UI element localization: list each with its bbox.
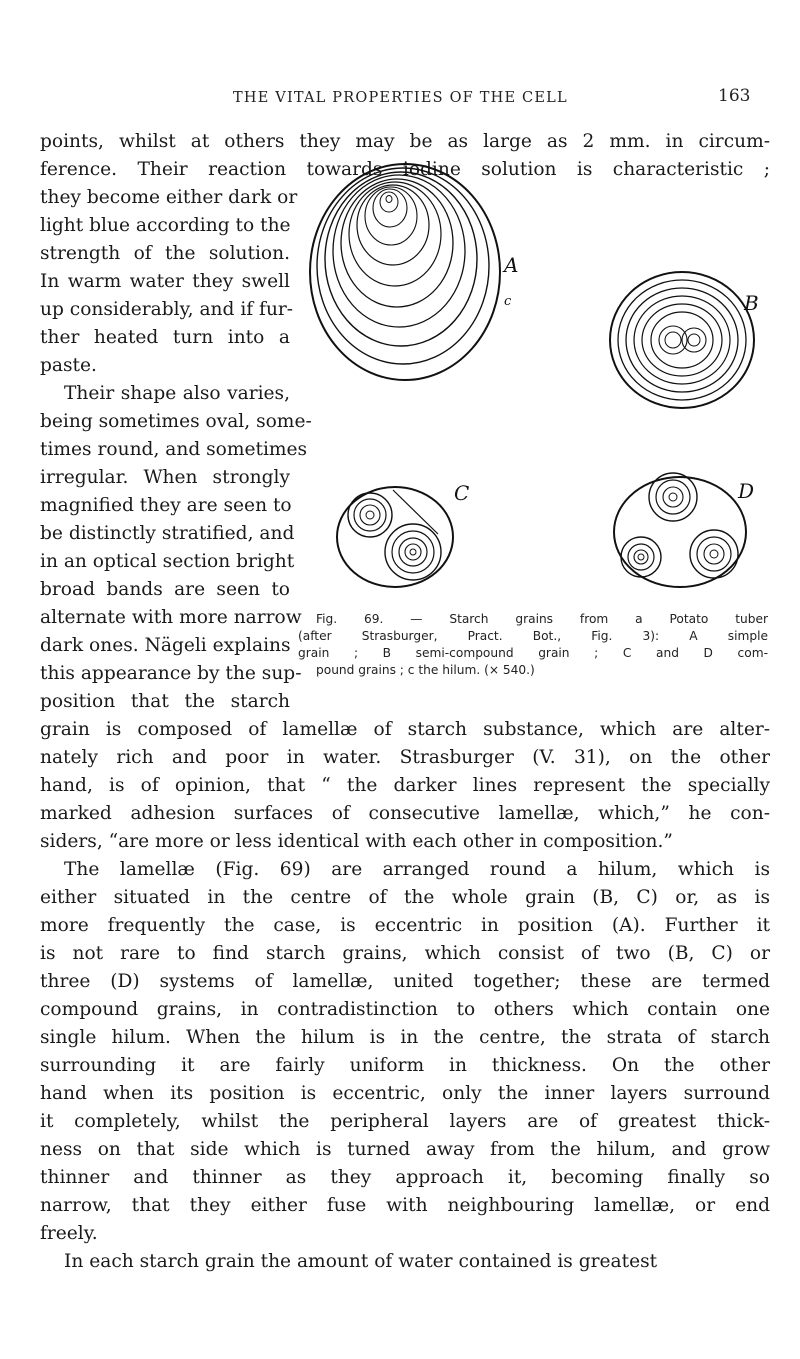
starch-grain-d bbox=[614, 473, 746, 587]
text-line: they become either dark or bbox=[40, 187, 298, 208]
text-line: position that the starch bbox=[40, 691, 290, 712]
text-line: compound grains, in contradistinction to others which contain one bbox=[40, 999, 770, 1020]
page-number: 163 bbox=[718, 86, 751, 106]
text-line: is not rare to find starch grains, which consist of two (B, C) or bbox=[40, 943, 770, 964]
text-line: points, whilst at others they may be as large as 2 mm. in circum- bbox=[40, 131, 770, 152]
label-d: D bbox=[738, 479, 755, 503]
figure-caption bbox=[298, 611, 768, 679]
text-line: it completely, whilst the peripheral layers are of greatest thick- bbox=[40, 1111, 770, 1132]
starch-grain-c bbox=[337, 487, 453, 587]
caption-line: pound grains ; c the hilum. (× 540.) bbox=[316, 663, 535, 677]
text-line: hand, is of opinion, that “ the darker lines represent the specially bbox=[40, 775, 770, 796]
text-line: ness on that side which is turned away from the hilum, and grow bbox=[40, 1139, 770, 1160]
text-line: irregular. When strongly bbox=[40, 467, 290, 488]
starch-grain-b bbox=[610, 272, 754, 408]
label-c: C bbox=[454, 481, 470, 505]
text-line: ference. Their reaction towards iodine solution is characteristic ; bbox=[40, 159, 770, 180]
text-line: in an optical section bright bbox=[40, 551, 295, 572]
label-hilum: c bbox=[504, 294, 512, 309]
caption-line: Fig. 69. — Starch grains from a Potato tuber bbox=[316, 612, 768, 626]
text-line: up considerably, and if fur- bbox=[40, 299, 294, 320]
text-line: strength of the solution. bbox=[40, 243, 290, 264]
text-line: alternate with more narrow bbox=[40, 607, 302, 628]
text-line: single hilum. When the hilum is in the centre, the strata of starch bbox=[40, 1027, 770, 1048]
text-line: light blue according to the bbox=[40, 215, 291, 236]
text-line: being sometimes oval, some- bbox=[40, 411, 312, 432]
text-line: either situated in the centre of the whole grain (B, C) or, as is bbox=[40, 887, 770, 908]
text-line: paste. bbox=[40, 355, 97, 376]
text-line: magnified they are seen to bbox=[40, 495, 292, 516]
text-line: times round, and sometimes bbox=[40, 439, 308, 460]
text-line: more frequently the case, is eccentric in position (A). Further it bbox=[40, 915, 770, 936]
starch-grains-figure bbox=[298, 162, 768, 602]
text-line: narrow, that they either fuse with neighbouring lamellæ, or end bbox=[40, 1195, 770, 1216]
text-line: broad bands are seen to bbox=[40, 579, 290, 600]
text-line: grain is composed of lamellæ of starch substance, which are alter- bbox=[40, 719, 770, 740]
text-line: ther heated turn into a bbox=[40, 327, 290, 348]
text-line: freely. bbox=[40, 1223, 98, 1244]
text-line: thinner and thinner as they approach it, becoming finally so bbox=[40, 1167, 770, 1188]
text-line: siders, “are more or less identical with each other in composition.” bbox=[40, 831, 673, 852]
text-line: this appearance by the sup- bbox=[40, 663, 302, 684]
text-line: dark ones. Nägeli explains bbox=[40, 635, 291, 656]
text-line: nately rich and poor in water. Strasburger (V. 31), on the other bbox=[40, 747, 770, 768]
text-line: The lamellæ (Fig. 69) are arranged round a hilum, which is bbox=[64, 859, 770, 880]
text-line: marked adhesion surfaces of consecutive lamellæ, which,” he con- bbox=[40, 803, 770, 824]
text-line: In each starch grain the amount of water contained is greatest bbox=[64, 1251, 658, 1272]
text-line: Their shape also varies, bbox=[64, 383, 290, 404]
caption-line: (after Strasburger, Pract. Bot., Fig. 3): A simple bbox=[298, 629, 768, 643]
text-line: be distinctly stratified, and bbox=[40, 523, 295, 544]
starch-grain-a bbox=[310, 164, 500, 380]
caption-line: grain ; B semi-compound grain ; C and D com- bbox=[298, 646, 768, 660]
text-line: three (D) systems of lamellæ, united together; these are termed bbox=[40, 971, 770, 992]
label-b: B bbox=[744, 291, 759, 315]
label-a: A bbox=[504, 253, 519, 277]
running-title: THE VITAL PROPERTIES OF THE CELL bbox=[233, 90, 568, 106]
text-line: In warm water they swell bbox=[40, 271, 290, 292]
text-line: hand when its position is eccentric, only the inner layers surround bbox=[40, 1083, 770, 1104]
text-line: surrounding it are fairly uniform in thickness. On the other bbox=[40, 1055, 770, 1076]
